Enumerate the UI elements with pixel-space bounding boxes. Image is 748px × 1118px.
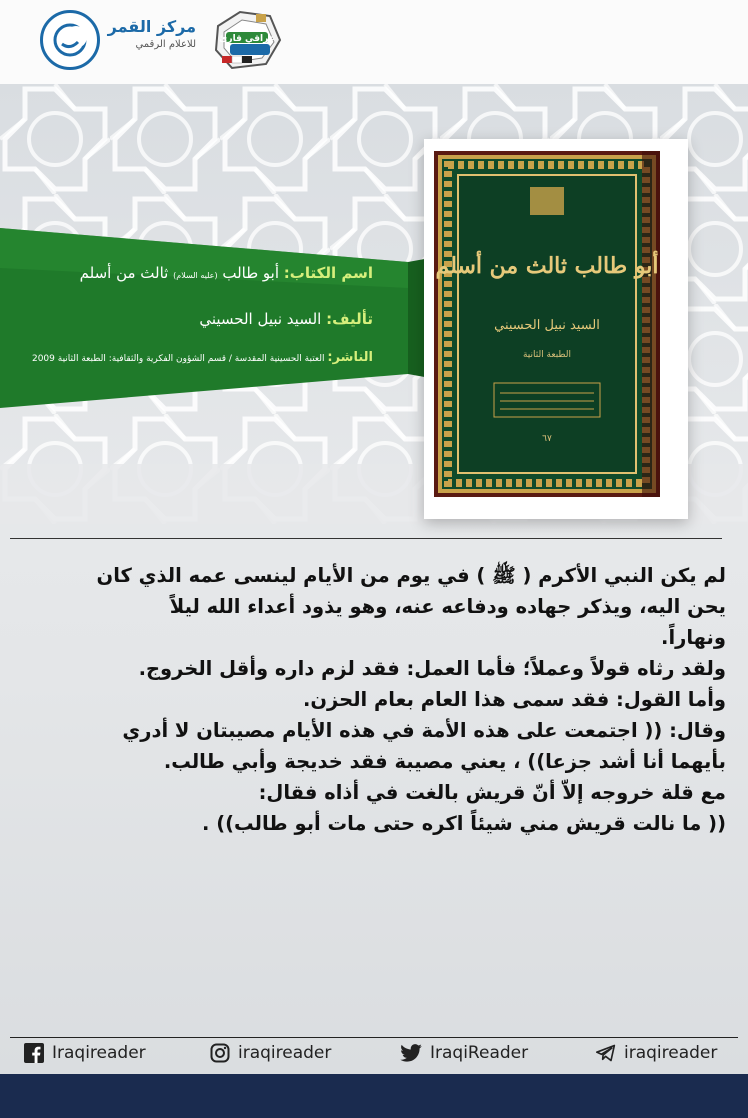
instagram-handle: iraqireader (238, 1043, 332, 1063)
iraqi-reader-logo (210, 6, 284, 74)
article-line: لم يكن النبي الأكرم ( ﷺ ) في يوم من الأيام لينسى عمه الذي كان (96, 564, 726, 587)
book-title-value: أبو طالب (222, 264, 280, 282)
book-cover-author: السيد نبيل الحسيني (494, 318, 600, 333)
book-author-label: تأليف: (326, 310, 373, 328)
bottom-bar (0, 1074, 748, 1118)
article-line: يحن اليه، ويذكر جهاده ودفاعه عنه، وهو يذود أعداء الله ليلاً (169, 595, 726, 618)
telegram-handle: iraqireader (624, 1043, 718, 1063)
social-links (0, 1043, 748, 1071)
twitter-icon (400, 1044, 422, 1062)
book-publisher-line (32, 350, 373, 365)
telegram-link[interactable] (596, 1043, 717, 1063)
facebook-link[interactable] (24, 1043, 146, 1063)
book-cover-edition: الطبعة الثانية (522, 350, 572, 360)
facebook-handle: Iraqireader (52, 1043, 146, 1063)
reader-logo-text: عراقي قارئ (219, 34, 275, 44)
article-line: بأيهما أنا أشد جزعا)) ، يعني مصيبة فقد خديجة وأبي طالب. (163, 750, 726, 773)
book-publisher-value: العتبة الحسينية المقدسة / قسم الشؤون الفكرية والثقافية: الطبعة الثانية 2009 (31, 354, 325, 364)
qamar-center-logo (40, 10, 100, 70)
book-cover (434, 151, 660, 497)
article-line: ونهاراً. (661, 626, 726, 649)
qamar-center-name (106, 17, 196, 50)
book-publisher-label: الناشر: (327, 350, 373, 365)
article-text (18, 560, 726, 839)
article-line: ولقد رثاه قولاً وعملاً؛ فأما العمل: فقد لزم داره وأقل الخروج. (138, 657, 726, 680)
book-title-note: (عليه السلام) (173, 271, 218, 280)
twitter-link[interactable] (400, 1043, 528, 1063)
instagram-link[interactable] (210, 1043, 331, 1063)
article-line: وقال: (( اجتمعت على هذه الأمة في هذه الأيام مصيبتان لا أدري (122, 719, 726, 742)
book-title-label: اسم الكتاب: (283, 264, 373, 282)
article-line: (( ما نالت قريش مني شيئاً اكره حتى مات أبو طالب)) . (202, 812, 726, 835)
book-author-line (199, 310, 373, 328)
book-title-rest: ثالث من أسلم (79, 264, 169, 282)
center-name: مركز القمر (107, 17, 196, 36)
twitter-handle: IraqiReader (430, 1043, 529, 1063)
facebook-icon (24, 1043, 44, 1063)
header (0, 0, 748, 84)
book-author-value: السيد نبيل الحسيني (199, 310, 322, 328)
instagram-icon (210, 1043, 230, 1063)
book-title-line (80, 264, 373, 282)
book-cover-number: ٦٧ (542, 434, 552, 444)
center-subtitle: للاعلام الرقمي (135, 39, 196, 50)
article-line: مع قلة خروجه إلاّ أنّ قريش بالغت في أذاه فقال: (258, 781, 726, 804)
book-cover-title: أبو طالب ثالث من أسلم (435, 253, 659, 279)
section-divider (10, 538, 722, 539)
article-line: وأما القول: فقد سمى هذا العام بعام الحزن. (302, 688, 726, 711)
telegram-icon (596, 1044, 616, 1062)
footer-divider (10, 1037, 738, 1038)
